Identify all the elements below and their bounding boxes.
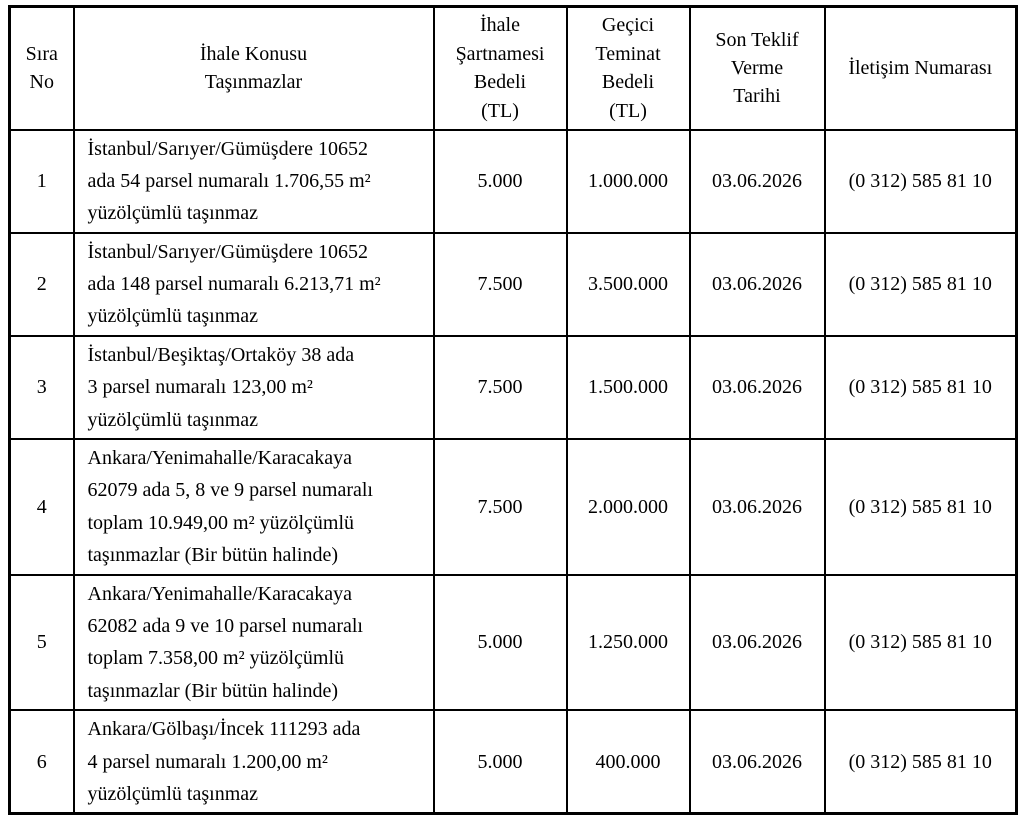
deadline-date: 03.06.2026 — [690, 336, 825, 439]
deadline-date: 03.06.2026 — [690, 130, 825, 233]
table-row — [10, 130, 1017, 233]
tender-table — [8, 5, 1018, 815]
property-description: İstanbul/Beşiktaş/Ortaköy 38 ada 3 parsel numaralı 123,00 m² yüzölçümlü taşınmaz — [74, 336, 434, 439]
row-number: 2 — [10, 233, 74, 336]
table-row — [10, 336, 1017, 439]
spec-fee: 5.000 — [434, 575, 567, 711]
property-description: İstanbul/Sarıyer/Gümüşdere 10652 ada 148 parsel numaralı 6.213,71 m² yüzölçümlü taşınmaz — [74, 233, 434, 336]
col-header-son-teklif-tarihi: Son Teklif Verme Tarihi — [690, 7, 825, 130]
col-header-sira-no: Sıra No — [10, 7, 74, 130]
table-row — [10, 575, 1017, 711]
property-description: İstanbul/Sarıyer/Gümüşdere 10652 ada 54 parsel numaralı 1.706,55 m² yüzölçümlü taşınmaz — [74, 130, 434, 233]
spec-fee: 5.000 — [434, 710, 567, 814]
deadline-date: 03.06.2026 — [690, 233, 825, 336]
phone-number: (0 312) 585 81 10 — [825, 439, 1017, 575]
deadline-date: 03.06.2026 — [690, 710, 825, 814]
deposit-amount: 1.000.000 — [567, 130, 690, 233]
col-header-ihale-konusu: İhale Konusu Taşınmazlar — [74, 7, 434, 130]
row-number: 4 — [10, 439, 74, 575]
phone-number: (0 312) 585 81 10 — [825, 710, 1017, 814]
row-number: 1 — [10, 130, 74, 233]
table-row — [10, 233, 1017, 336]
deposit-amount: 3.500.000 — [567, 233, 690, 336]
spec-fee: 7.500 — [434, 439, 567, 575]
table-row — [10, 439, 1017, 575]
col-header-teminat-bedeli: Geçici Teminat Bedeli (TL) — [567, 7, 690, 130]
deposit-amount: 1.500.000 — [567, 336, 690, 439]
deadline-date: 03.06.2026 — [690, 575, 825, 711]
spec-fee: 7.500 — [434, 336, 567, 439]
row-number: 6 — [10, 710, 74, 814]
spec-fee: 5.000 — [434, 130, 567, 233]
phone-number: (0 312) 585 81 10 — [825, 575, 1017, 711]
table-row — [10, 710, 1017, 814]
property-description: Ankara/Yenimahalle/Karacakaya 62082 ada 9 ve 10 parsel numaralı toplam 7.358,00 m² yüzölçümlü taşınmazlar (Bir bütün halinde) — [74, 575, 434, 711]
property-description: Ankara/Yenimahalle/Karacakaya 62079 ada 5, 8 ve 9 parsel numaralı toplam 10.949,00 m² yüzölçümlü taşınmazlar (Bir bütün halinde) — [74, 439, 434, 575]
row-number: 5 — [10, 575, 74, 711]
spec-fee: 7.500 — [434, 233, 567, 336]
col-header-sartname-bedeli: İhale Şartnamesi Bedeli (TL) — [434, 7, 567, 130]
deadline-date: 03.06.2026 — [690, 439, 825, 575]
phone-number: (0 312) 585 81 10 — [825, 130, 1017, 233]
deposit-amount: 1.250.000 — [567, 575, 690, 711]
row-number: 3 — [10, 336, 74, 439]
col-header-iletisim-numarasi: İletişim Numarası — [825, 7, 1017, 130]
phone-number: (0 312) 585 81 10 — [825, 233, 1017, 336]
property-description: Ankara/Gölbaşı/İncek 111293 ada 4 parsel numaralı 1.200,00 m² yüzölçümlü taşınmaz — [74, 710, 434, 814]
phone-number: (0 312) 585 81 10 — [825, 336, 1017, 439]
header-row — [10, 7, 1017, 130]
deposit-amount: 2.000.000 — [567, 439, 690, 575]
deposit-amount: 400.000 — [567, 710, 690, 814]
